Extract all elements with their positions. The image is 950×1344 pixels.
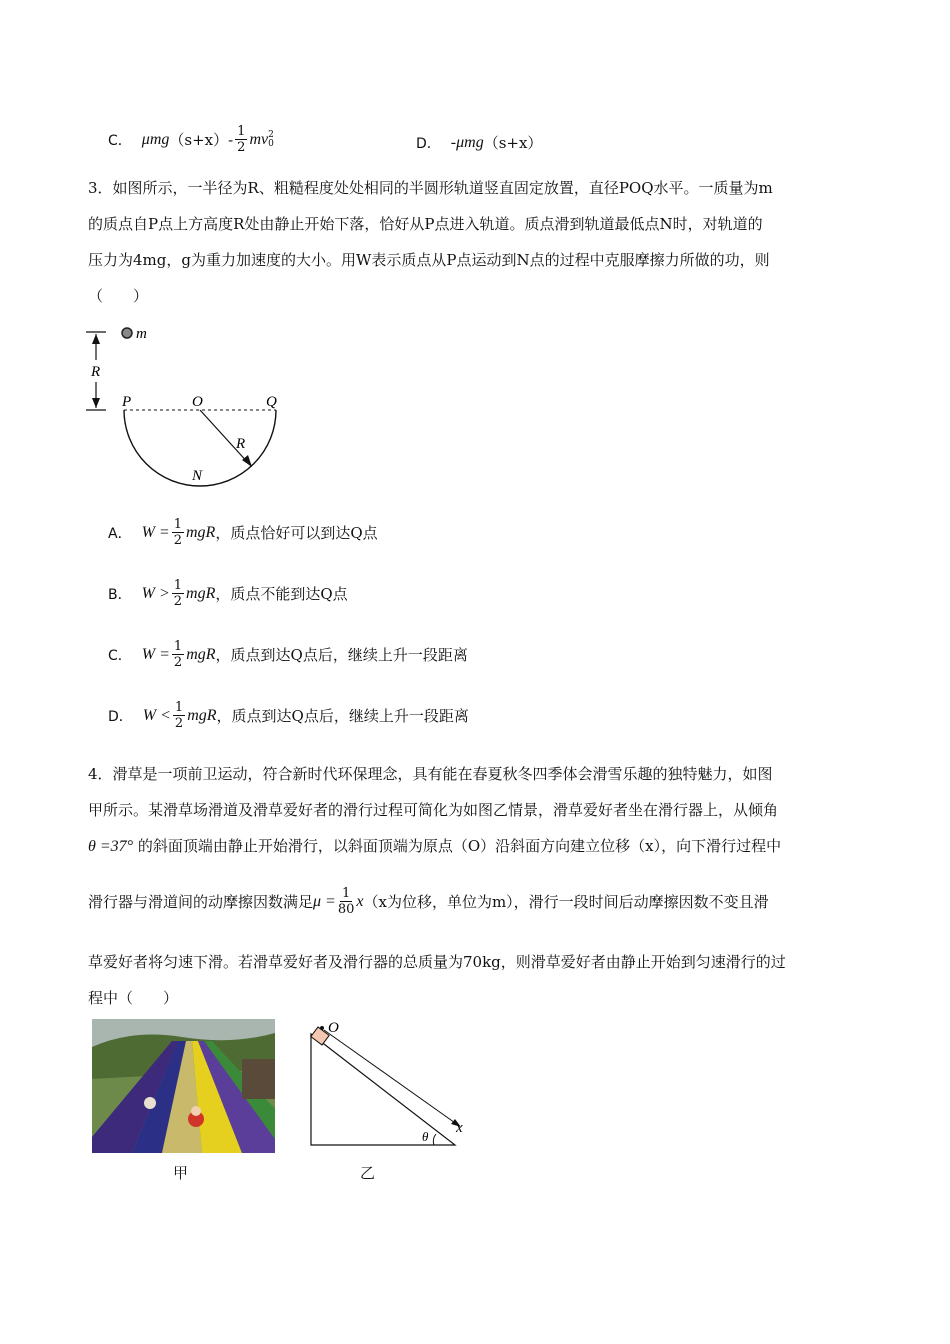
label-O: O	[328, 1022, 339, 1036]
formula-part: -μmg	[450, 133, 484, 151]
fraction	[172, 639, 184, 670]
incline-triangle	[311, 1034, 455, 1145]
fraction-denominator: 2	[173, 655, 183, 670]
caption-jia: 甲	[173, 1164, 189, 1182]
theta-formula: θ =37°	[88, 838, 134, 855]
q4-line-text: 滑行器与滑道间的动摩擦因数满足	[88, 893, 314, 911]
q3-line: 的质点自P点上方高度R处由静止开始下落，恰好从P点进入轨道。质点滑到轨道最低点N时，对轨道的	[88, 215, 763, 233]
q3-line: 3．如图所示，一半径为R、粗糙程度处处相同的半圆形轨道竖直固定放置，直径POQ水平。一质量为m	[88, 179, 773, 197]
option-label: C．	[108, 647, 132, 664]
option-label: C．	[108, 132, 132, 149]
x-variable: x	[356, 892, 364, 910]
q4-line	[88, 828, 868, 865]
q3-option-a	[108, 517, 378, 548]
superscript: 2	[268, 129, 274, 140]
option-text: ，质点不能到达Q点	[215, 585, 348, 603]
q3-line: 压力为4mg，g为重力加速度的大小。用W表示质点从P点运动到N点的过程中克服摩擦力所做的功，则	[88, 251, 770, 269]
option-text: ，质点到达Q点后，继续上升一段距离	[215, 646, 468, 664]
formula-part: （s+x）	[483, 134, 543, 152]
formula-lhs: W =	[141, 523, 170, 541]
label-R-radius: R	[236, 436, 246, 452]
fraction	[338, 886, 355, 917]
incline-diagram	[300, 1022, 480, 1152]
option-label: A．	[108, 525, 132, 542]
fraction-numerator: 1	[237, 124, 246, 139]
q4-line-mu	[88, 886, 769, 917]
q4-line: 甲所示。某滑草场滑道及滑草爱好者的滑行过程可简化为如图乙情景，滑草爱好者坐在滑行器上，从倾角	[88, 801, 779, 819]
fraction-denominator: 80	[337, 902, 355, 917]
q3-option-b	[108, 578, 348, 609]
fraction-numerator: 1	[173, 639, 183, 654]
grass-slide-photo	[92, 1019, 275, 1153]
q4-line: 程中（ ）	[88, 989, 179, 1007]
particle-m	[122, 328, 132, 338]
label-theta: θ	[422, 1129, 429, 1144]
q3-stem	[88, 170, 868, 314]
fraction-numerator: 1	[174, 700, 184, 715]
formula-part: （s+x）-	[169, 131, 234, 149]
formula-lhs: W >	[141, 584, 170, 602]
q3-semicircle-figure	[80, 320, 300, 490]
fraction-denominator: 2	[173, 594, 183, 609]
fraction-denominator: 2	[173, 533, 182, 548]
fraction	[172, 578, 184, 609]
formula-rhs: mgR	[186, 584, 216, 602]
option-label: B．	[108, 586, 132, 603]
option-label: D．	[416, 135, 441, 152]
option-text: ，质点恰好可以到达Q点	[215, 524, 378, 542]
formula-rhs: mgR	[185, 523, 216, 541]
formula-lhs: W =	[141, 645, 170, 663]
q3-line: （ ）	[88, 287, 149, 305]
formula-rhs: mgR	[187, 706, 217, 724]
label-R-height: R	[91, 364, 101, 380]
fraction	[173, 700, 185, 731]
fraction-numerator: 1	[341, 886, 351, 901]
fraction	[235, 124, 247, 155]
fraction-numerator: 1	[173, 517, 182, 532]
formula-rhs: mgR	[186, 645, 216, 663]
label-P: P	[122, 394, 132, 410]
mu-formula: μ =	[313, 892, 336, 910]
q4-line: 4．滑草是一项前卫运动，符合新时代环保理念，具有能在春夏秋冬四季体会滑雪乐趣的独特魅力，如图	[88, 765, 773, 783]
q3-option-c	[108, 639, 468, 670]
label-N: N	[192, 468, 203, 484]
label-m: m	[136, 326, 147, 342]
label-x: x	[456, 1120, 463, 1136]
formula-part: μmg	[141, 130, 170, 148]
option-text: ，质点到达Q点后，继续上升一段距离	[216, 707, 469, 725]
formula-lhs: W <	[142, 706, 171, 724]
q2-option-d	[416, 132, 542, 153]
q2-option-c	[108, 124, 274, 155]
fraction-denominator: 2	[237, 140, 246, 155]
caption-yi: 乙	[360, 1164, 376, 1182]
q4-line-text: 的斜面顶端由静止开始滑行，以斜面顶端为原点（O）沿斜面方向建立位移（x），向下滑行过程中	[137, 837, 782, 855]
subscript: 0	[268, 138, 274, 149]
q4-line: 草爱好者将匀速下滑。若滑草爱好者及滑行器的总质量为70kg，则滑草爱好者由静止开始到匀速滑行的过	[88, 953, 786, 971]
fraction	[172, 517, 184, 548]
slider-block	[311, 1027, 329, 1045]
label-O: O	[192, 394, 203, 410]
q3-option-d	[108, 700, 469, 731]
fraction-denominator: 2	[174, 716, 184, 731]
formula-part: mv	[249, 130, 269, 148]
fraction-numerator: 1	[173, 578, 183, 593]
q4-stem-top	[88, 756, 868, 865]
q4-stem-bottom	[88, 944, 868, 1016]
option-label: D．	[108, 708, 133, 725]
q4-line-text: （x为位移，单位为m），滑行一段时间后动摩擦因数不变且滑	[363, 893, 769, 911]
label-Q: Q	[266, 394, 277, 410]
sup-sub	[268, 131, 274, 149]
